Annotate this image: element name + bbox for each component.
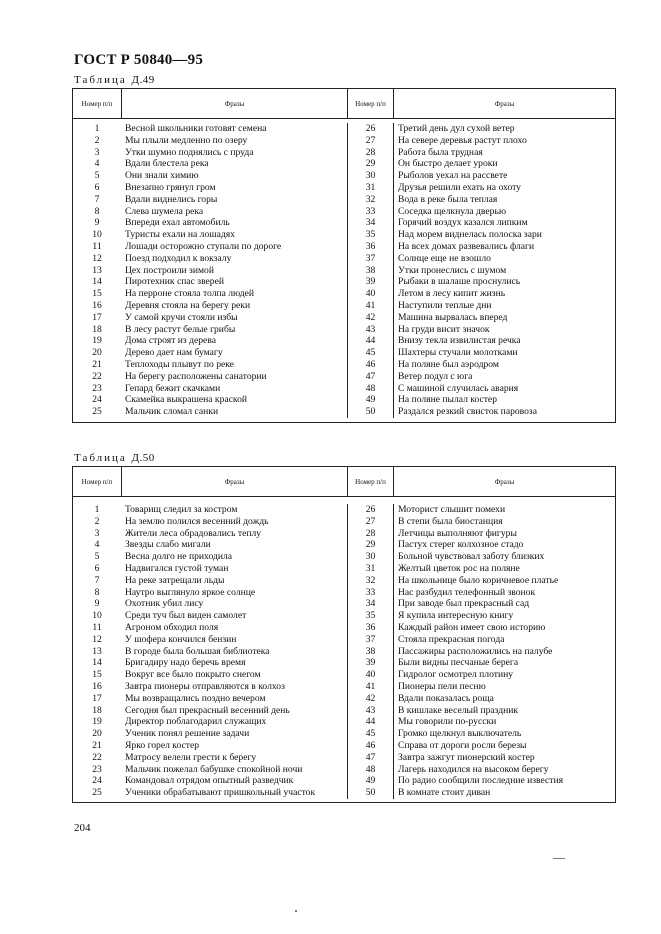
- phrase-text: На груди висит значок: [398, 323, 490, 335]
- phrase-text: Моторист слышит помехи: [398, 504, 506, 515]
- phrase-text: Ветер подул с юга: [398, 370, 473, 382]
- number-column: [73, 123, 121, 418]
- row-number: 25: [92, 787, 102, 799]
- phrase-text: Ярко горел костер: [125, 739, 200, 751]
- phrase-text: Лошади осторожно ступали по дороге: [125, 240, 282, 252]
- row-number: 8: [94, 205, 100, 217]
- row-number: 1: [94, 123, 100, 134]
- row-number: 30: [365, 551, 376, 563]
- row-number: 11: [92, 240, 102, 252]
- row-number: 5: [94, 551, 100, 563]
- phrase-text: На всех домах развевались флаги: [398, 240, 535, 252]
- scan-speck: [553, 858, 565, 859]
- phrase-text: Туристы ехали на лошадях: [125, 229, 235, 241]
- phrase-text: В лесу растут белые грибы: [125, 323, 236, 335]
- phrase-column: [121, 504, 347, 799]
- phrase-text: Мы возвращались поздно вечером: [125, 692, 266, 704]
- phrase-text: Соседка щелкнула дверью: [398, 205, 506, 217]
- row-number: 31: [365, 562, 376, 574]
- row-number: 42: [365, 692, 376, 704]
- phrase-text: Утки шумно поднялись с пруда: [125, 146, 254, 158]
- header-phrases: Фразы: [393, 89, 615, 118]
- phrase-text: С машиной случилась авария: [398, 382, 519, 394]
- row-number: 21: [92, 739, 102, 751]
- phrase-text: Внизу текла извилистая речка: [398, 335, 521, 347]
- row-number: 24: [92, 775, 102, 787]
- row-number: 37: [365, 633, 376, 645]
- phrase-text: Звезды слабо мигали: [125, 539, 211, 551]
- table-header: [73, 467, 615, 497]
- phrase-text: Стояла прекрасная погода: [398, 633, 505, 645]
- table-caption: [74, 74, 155, 86]
- phrase-text: Вокруг все было покрыто снегом: [125, 669, 261, 681]
- phrase-text: Гепард бежит скачками: [125, 382, 221, 394]
- phrase-text: Директор поблагодарил служащих: [125, 716, 267, 728]
- table-caption-number: Д.49: [131, 74, 155, 86]
- row-number: 22: [92, 751, 102, 763]
- phrase-text: На землю полился весенний дождь: [125, 515, 269, 527]
- row-number: 18: [92, 704, 102, 716]
- phrase-text: Мы говорили по-русски: [398, 716, 497, 728]
- row-number: 6: [94, 562, 100, 574]
- row-number: 48: [365, 763, 376, 775]
- row-number: 2: [94, 134, 100, 146]
- phrase-text: Завтра зажгут пионерский костер: [398, 751, 535, 763]
- phrase-text: Поезд подходил к вокзалу: [125, 252, 232, 264]
- phrase-text: Агроном обходил поля: [125, 621, 219, 633]
- row-number: 20: [92, 728, 102, 740]
- row-number: 27: [365, 515, 376, 527]
- row-number: 4: [94, 539, 100, 551]
- header-number: Номер п/п: [81, 477, 113, 486]
- row-number: 3: [94, 146, 100, 158]
- phrase-text: Летчицы выполняют фигуры: [398, 527, 517, 539]
- row-number: 15: [92, 669, 102, 681]
- phrase-text: Внезапно грянул гром: [125, 181, 216, 193]
- row-number: 45: [365, 728, 376, 740]
- row-number: 23: [92, 763, 102, 775]
- row-number: 19: [92, 335, 102, 347]
- row-number: 43: [365, 323, 376, 335]
- phrase-text: Пионеры пели песню: [398, 680, 486, 692]
- row-number: 38: [365, 645, 376, 657]
- row-number: 43: [365, 704, 376, 716]
- phrase-text: Гидролог осмотрел плотину: [398, 669, 514, 681]
- document-title: ГОСТ Р 50840—95: [74, 52, 204, 68]
- phrase-text: Завтра пионеры отправляются в колхоз: [125, 680, 285, 692]
- row-number: 36: [365, 240, 376, 252]
- phrase-text: Раздался резкий свисток паровоза: [398, 406, 537, 418]
- phrase-text: Больной чувствовал заботу близких: [398, 551, 545, 563]
- row-number: 39: [365, 657, 376, 669]
- phrase-text: В кишлаке веселый праздник: [398, 704, 519, 716]
- phrase-text: Утки пронеслись с шумом: [398, 264, 507, 276]
- row-number: 26: [365, 123, 376, 134]
- phrase-text: Сегодня был прекрасный весенний день: [125, 704, 290, 716]
- row-number: 24: [92, 394, 102, 406]
- row-number: 47: [365, 370, 376, 382]
- row-number: 30: [365, 170, 376, 182]
- phrase-text: Мальчик сломал санки: [125, 406, 219, 418]
- row-number: 32: [365, 574, 376, 586]
- row-number: 44: [365, 335, 376, 347]
- phrase-text: Деревня стояла на берегу реки: [125, 299, 251, 311]
- row-number: 15: [92, 288, 102, 300]
- phrase-text: На севере деревья растут плохо: [398, 134, 527, 146]
- row-number: 36: [365, 621, 376, 633]
- row-number: 13: [92, 264, 102, 276]
- phrase-column: [393, 504, 615, 799]
- phrase-text: Впереди ехал автомобиль: [125, 217, 230, 229]
- phrase-text: У шофера кончился бензин: [125, 633, 237, 645]
- row-number: 7: [94, 193, 100, 205]
- header-number: Номер п/п: [347, 89, 393, 118]
- phrase-text: Охотник убил лису: [125, 598, 204, 610]
- phrase-text: На поляне был аэродром: [398, 358, 499, 370]
- phrase-text: Он быстро делает уроки: [398, 158, 498, 170]
- table-caption-word: Таблица: [74, 74, 127, 86]
- row-number: 14: [92, 276, 102, 288]
- phrase-text: Мальчик пожелал бабушке спокойной ночи: [125, 763, 303, 775]
- row-number: 14: [92, 657, 102, 669]
- phrase-text: Третий день дул сухой ветер: [398, 123, 515, 134]
- phrase-text: Вдали показалась роща: [398, 692, 494, 704]
- row-number: 13: [92, 645, 102, 657]
- phrase-text: Пиротехник спас зверей: [125, 276, 224, 288]
- header-number: Номер п/п: [347, 467, 393, 496]
- row-number: 33: [365, 205, 376, 217]
- row-number: 16: [92, 680, 102, 692]
- row-number: 32: [365, 193, 376, 205]
- row-number: 41: [365, 680, 376, 692]
- phrase-text: Жители леса обрадовались теплу: [125, 527, 262, 539]
- row-number: 33: [365, 586, 376, 598]
- header-phrases: Фразы: [121, 89, 347, 118]
- phrase-text: На берегу расположены санатории: [125, 370, 267, 382]
- phrase-text: Мы плыли медленно по озеру: [125, 134, 248, 146]
- table-header: [73, 89, 615, 119]
- phrase-text: Нас разбудил телефонный звонок: [398, 586, 536, 598]
- row-number: 10: [92, 229, 102, 241]
- row-number: 9: [94, 217, 100, 229]
- phrase-text: Дома строят из дерева: [125, 335, 216, 347]
- phrase-text: Над морем виднелась полоска зари: [398, 229, 542, 241]
- phrase-text: Громко щелкнул выключатель: [398, 728, 522, 740]
- row-number: 22: [92, 370, 102, 382]
- header-number: Номер п/п: [81, 99, 113, 108]
- phrase-text: По радио сообщили последние известия: [398, 775, 564, 787]
- phrase-text: Справа от дороги росли березы: [398, 739, 527, 751]
- phrase-text: Бригадиру надо беречь время: [125, 657, 246, 669]
- row-number: 50: [365, 406, 376, 418]
- phrase-text: Дерево дает нам бумагу: [125, 347, 223, 359]
- table-body: [73, 497, 615, 802]
- phrase-text: В комнате стоит диван: [398, 787, 491, 799]
- row-number: 10: [92, 610, 102, 622]
- phrase-text: Шахтеры стучали молотками: [398, 347, 518, 359]
- phrases-table: [72, 466, 616, 803]
- phrase-text: Теплоходы плывут по реке: [125, 358, 234, 370]
- row-number: 25: [92, 406, 102, 418]
- phrase-text: Летом в лесу кипит жизнь: [398, 288, 506, 300]
- phrase-column: [121, 123, 347, 418]
- row-number: 17: [92, 692, 102, 704]
- phrase-text: Командовал отрядом опытный разведчик: [125, 775, 294, 787]
- phrase-text: Вода в реке была теплая: [398, 193, 498, 205]
- phrase-text: Цех построили зимой: [125, 264, 214, 276]
- row-number: 28: [365, 527, 376, 539]
- row-number: 9: [94, 598, 100, 610]
- phrase-text: Были видны песчаные берега: [398, 657, 519, 669]
- phrase-text: Наступили теплые дни: [398, 299, 492, 311]
- row-number: 44: [365, 716, 376, 728]
- phrase-text: Матросу велели грести к берегу: [125, 751, 257, 763]
- row-number: 17: [92, 311, 102, 323]
- row-number: 11: [92, 621, 102, 633]
- table-body: [73, 119, 615, 422]
- row-number: 18: [92, 323, 102, 335]
- phrase-text: Машина вырвалась вперед: [398, 311, 508, 323]
- row-number: 35: [365, 610, 376, 622]
- table-caption-word: Таблица: [74, 452, 127, 464]
- table-caption: [74, 452, 155, 464]
- phrase-text: На реке затрещали льды: [125, 574, 225, 586]
- row-number: 16: [92, 299, 102, 311]
- row-number: 34: [365, 217, 376, 229]
- row-number: 28: [365, 146, 376, 158]
- row-number: 29: [365, 158, 376, 170]
- row-number: 20: [92, 347, 102, 359]
- phrase-text: Пастух стерег колхозное стадо: [398, 539, 524, 551]
- row-number: 34: [365, 598, 376, 610]
- row-number: 45: [365, 347, 376, 359]
- scan-speck: [295, 910, 297, 912]
- row-number: 37: [365, 252, 376, 264]
- number-column: [347, 504, 393, 799]
- row-number: 12: [92, 252, 102, 264]
- row-number: 19: [92, 716, 102, 728]
- number-column: [73, 504, 121, 799]
- row-number: 7: [94, 574, 100, 586]
- phrase-text: В городе была большая библиотека: [125, 645, 270, 657]
- row-number: 39: [365, 276, 376, 288]
- row-number: 21: [92, 358, 102, 370]
- phrase-text: Наутро выглянуло яркое солнце: [125, 586, 256, 598]
- row-number: 8: [94, 586, 100, 598]
- phrase-text: При заводе был прекрасный сад: [398, 598, 530, 610]
- phrase-text: Среди туч был виден самолет: [125, 610, 247, 622]
- table-caption-number: Д.50: [131, 452, 155, 464]
- row-number: 40: [365, 669, 376, 681]
- phrase-text: Они знали химию: [125, 170, 199, 182]
- phrase-text: На перроне стояла толпа людей: [125, 288, 255, 300]
- phrase-text: Солнце еще не взошло: [398, 252, 491, 264]
- phrase-text: Работа была трудная: [398, 146, 483, 158]
- phrase-text: В степи была биостанция: [398, 515, 503, 527]
- phrase-text: Товарищ следил за костром: [125, 504, 238, 515]
- row-number: 5: [94, 170, 100, 182]
- phrase-text: Пассажиры расположились на палубе: [398, 645, 553, 657]
- phrase-text: Каждый район имеет свою историю: [398, 621, 546, 633]
- header-phrases: Фразы: [393, 467, 615, 496]
- phrase-text: Я купила интересную книгу: [398, 610, 514, 622]
- row-number: 46: [365, 358, 376, 370]
- row-number: 1: [94, 504, 100, 515]
- phrases-table: [72, 88, 616, 423]
- row-number: 49: [365, 775, 376, 787]
- row-number: 23: [92, 382, 102, 394]
- row-number: 4: [94, 158, 100, 170]
- phrase-text: Слева шумела река: [125, 205, 204, 217]
- phrase-text: Надвигался густой туман: [125, 562, 229, 574]
- row-number: 48: [365, 382, 376, 394]
- page-number: 204: [74, 822, 91, 834]
- number-column: [347, 123, 393, 418]
- row-number: 27: [365, 134, 376, 146]
- row-number: 6: [94, 181, 100, 193]
- phrase-text: Весной школьники готовят семена: [125, 123, 267, 134]
- row-number: 42: [365, 311, 376, 323]
- phrase-column: [393, 123, 615, 418]
- row-number: 47: [365, 751, 376, 763]
- phrase-text: Скамейка выкрашена краской: [125, 394, 248, 406]
- phrase-text: Друзья решили ехать на охоту: [398, 181, 521, 193]
- row-number: 31: [365, 181, 376, 193]
- phrase-text: Весна долго не приходила: [125, 551, 233, 563]
- phrase-text: Рыболов уехал на рассвете: [398, 170, 508, 182]
- row-number: 50: [365, 787, 376, 799]
- phrase-text: Ученики обрабатывают пришкольный участок: [125, 787, 316, 799]
- phrase-text: Вдали блестела река: [125, 158, 209, 170]
- phrase-text: Желтый цветок рос на поляне: [398, 562, 520, 574]
- phrase-text: На поляне пылал костер: [398, 394, 497, 406]
- phrase-text: Горячий воздух казался липким: [398, 217, 528, 229]
- row-number: 29: [365, 539, 376, 551]
- row-number: 46: [365, 739, 376, 751]
- row-number: 35: [365, 229, 376, 241]
- phrase-text: Ученик понял решение задачи: [125, 728, 250, 740]
- row-number: 49: [365, 394, 376, 406]
- phrase-text: Вдали виднелись горы: [125, 193, 218, 205]
- row-number: 38: [365, 264, 376, 276]
- row-number: 2: [94, 515, 100, 527]
- row-number: 40: [365, 288, 376, 300]
- phrase-text: У самой кручи стояли избы: [125, 311, 238, 323]
- header-phrases: Фразы: [121, 467, 347, 496]
- row-number: 41: [365, 299, 376, 311]
- phrase-text: На школьнице было коричневое платье: [398, 574, 559, 586]
- row-number: 12: [92, 633, 102, 645]
- phrase-text: Рыбаки в шалаше проснулись: [398, 276, 521, 288]
- row-number: 26: [365, 504, 376, 515]
- row-number: 3: [94, 527, 100, 539]
- phrase-text: Лагерь находился на высоком берегу: [398, 763, 549, 775]
